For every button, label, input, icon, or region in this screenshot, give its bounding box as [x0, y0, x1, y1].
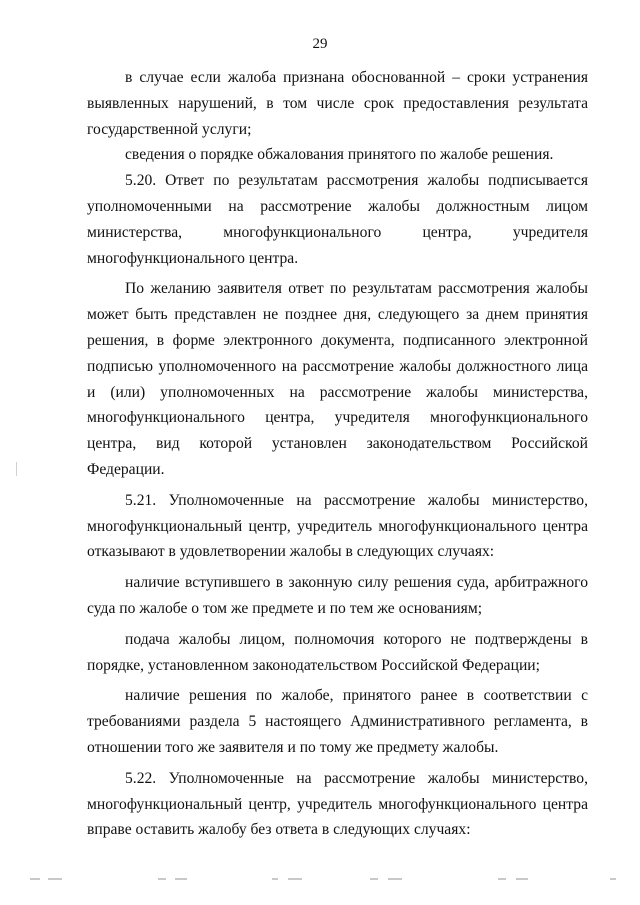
- paragraph-prior-decision: наличие решения по жалобе, принятого ранее в соответствии с требованиями раздела 5 настоящего Административного регламента, в отношении того же заявителя и по тому же предмету жалобы.: [87, 687, 588, 756]
- paragraph-court-decision: наличие вступившего в законную силу решения суда, арбитражного суда по жалобе о том же предмете и по тем же основаниям;: [87, 574, 588, 617]
- paragraph-complaint-justified: в случае если жалоба признана обоснованной – сроки устранения выявленных нарушений, в том числе срок предоставления результата государственной услуги;: [87, 69, 588, 138]
- paragraph-5-21: 5.21. Уполномоченные на рассмотрение жалобы министерство, многофункциональный центр, учредитель многофункционального центра отказывают в удовлетворении жалобы в следующих случаях:: [87, 491, 588, 561]
- paragraph-electronic-response: По желанию заявителя ответ по результатам рассмотрения жалобы может быть представлен не позднее дня, следующего за днем принятия решения, в форме электронного документа, подписанного электронной подписью уполномоченного на рассмотрение жалобы должностного лица и (или) уполномоченных на рассмотрение жалобы министерства, многофункционального центра, учредителя многофункционального центра, вид которой установлен законодательством Российской Федерации.: [87, 280, 588, 478]
- paragraph-unauthorized-filing: подача жалобы лицом, полномочия которого не подтверждены в порядке, установленном законодательством Российской Федерации;: [87, 630, 588, 674]
- paragraph-appeal-info: сведения о порядке обжалования принятого по жалобе решения.: [125, 146, 554, 164]
- scan-artifact-bottom: [30, 878, 620, 892]
- document-body: [87, 65, 588, 843]
- paragraph-5-20: 5.20. Ответ по результатам рассмотрения жалобы подписывается уполномоченными на рассмотрение жалобы должностным лицом министерства, многофункционального центра, учредителя многофункционального центра.: [87, 172, 588, 267]
- paragraph-5-22: 5.22. Уполномоченные на рассмотрение жалобы министерство, многофункциональный центр, учредитель многофункционального центра вправе оставить жалобу без ответа в следующих случаях:: [87, 769, 588, 839]
- page-number: 29: [312, 36, 328, 52]
- scan-artifact-left: [16, 462, 17, 476]
